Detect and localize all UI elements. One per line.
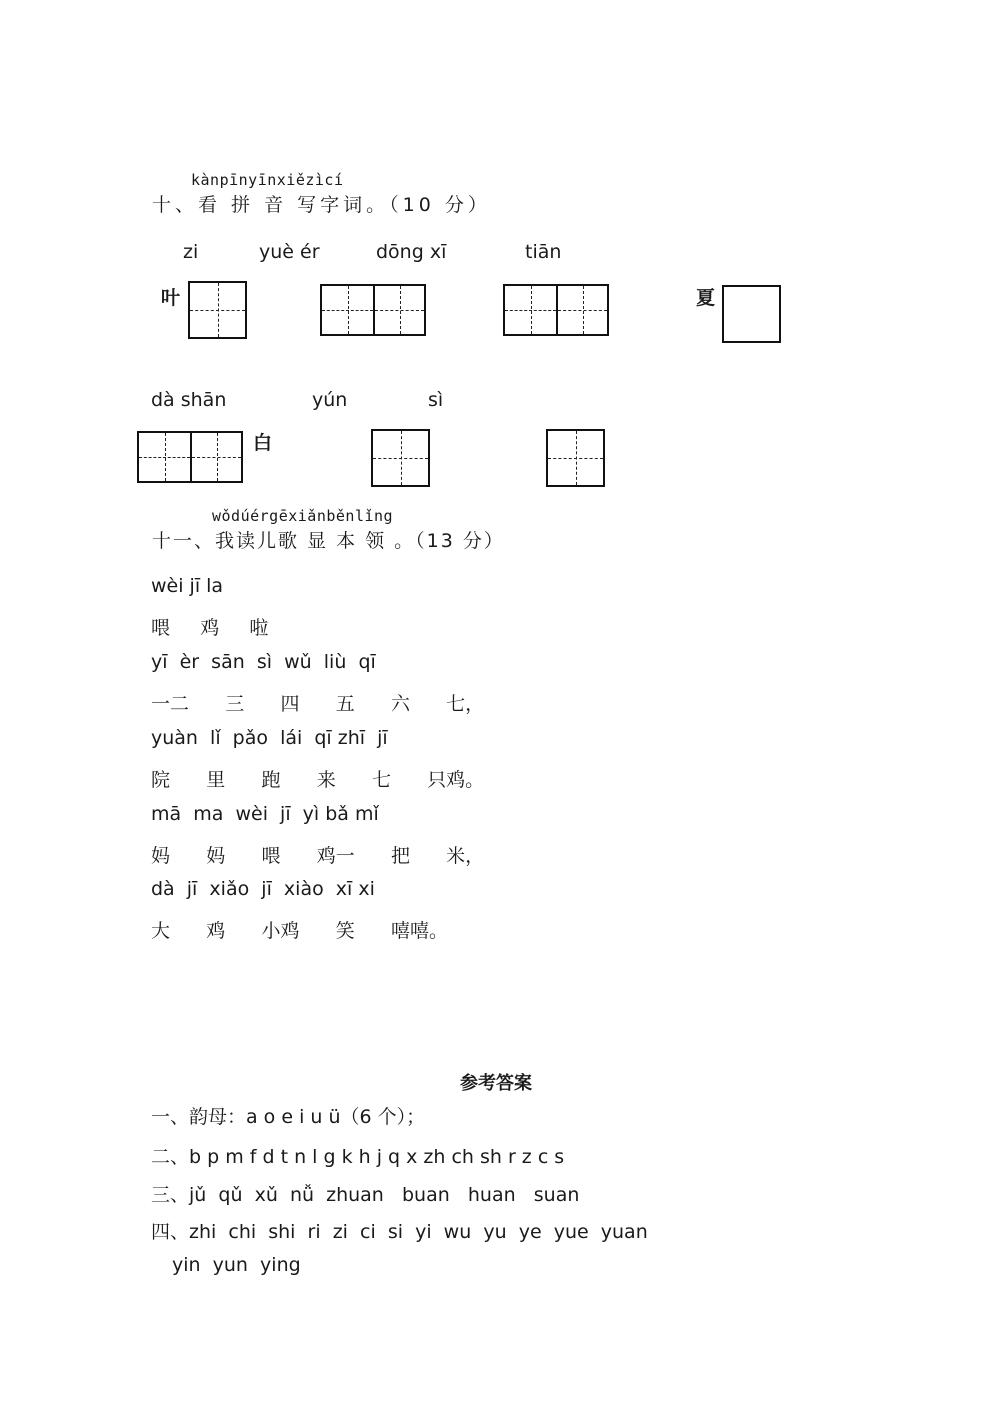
answer-line: 三、jǔ qǔ xǔ nǚ zhuan buan huan suan: [151, 1184, 580, 1206]
writing-box[interactable]: [722, 285, 781, 343]
section10-heading: 十、看 拼 音 写字词。（10 分）: [152, 194, 491, 216]
poem-pinyin-line: wèi jī la: [151, 575, 224, 597]
section10-heading-pinyin: kànpīnyīnxiězìcí: [191, 171, 344, 189]
answer-line: 一、韵母：a o e i u ü（6 个）；: [151, 1106, 426, 1128]
writing-box[interactable]: [546, 429, 605, 487]
pinyin-label: yún: [312, 389, 348, 411]
poem-pinyin-line: yī èr sān sì wǔ liù qī: [151, 651, 376, 673]
pinyin-label: yuè ér: [259, 241, 320, 263]
pinyin-label: sì: [428, 389, 444, 411]
poem-hanzi-line: 喂 鸡 啦: [151, 617, 269, 639]
given-character: 夏: [696, 287, 716, 309]
answer-line: 二、b p m f d t n l g k h j q x zh ch sh r z c s: [151, 1146, 565, 1168]
writing-box-double[interactable]: [137, 431, 243, 483]
writing-box-double[interactable]: [503, 284, 609, 336]
poem-hanzi-line: 妈 妈 喂 鸡一 把 米，: [151, 845, 485, 867]
poem-hanzi-line: 大 鸡 小鸡 笑 嘻嘻。: [151, 920, 448, 942]
poem-hanzi-line: 院 里 跑 来 七 只鸡。: [151, 769, 485, 791]
answers-title: 参考答案: [460, 1073, 532, 1094]
writing-box-double[interactable]: [320, 284, 426, 336]
section11-heading-pinyin: wǒdúérgēxiǎnběnlǐng: [212, 507, 394, 525]
pinyin-label: dōng xī: [376, 241, 447, 263]
section11-heading: 十一、我读儿歌 显 本 领 。（13 分）: [152, 530, 505, 552]
pinyin-label: zi: [183, 241, 199, 263]
pinyin-label: dà shān: [151, 389, 227, 411]
writing-box[interactable]: [371, 429, 430, 487]
answer-line: 四、zhi chi shi ri zi ci si yi wu yu ye yue yuan: [151, 1221, 648, 1243]
pinyin-label: tiān: [525, 241, 562, 263]
poem-pinyin-line: dà jī xiǎo jī xiào xī xi: [151, 878, 375, 900]
poem-pinyin-line: yuàn lǐ pǎo lái qī zhī jī: [151, 727, 388, 749]
poem-hanzi-line: 一二 三 四 五 六 七，: [151, 693, 485, 715]
answer-line: yin yun ying: [172, 1254, 301, 1276]
writing-box[interactable]: [188, 281, 247, 339]
poem-pinyin-line: mā ma wèi jī yì bǎ mǐ: [151, 803, 379, 825]
given-character: 叶: [161, 287, 181, 309]
given-character: 白: [253, 432, 273, 454]
